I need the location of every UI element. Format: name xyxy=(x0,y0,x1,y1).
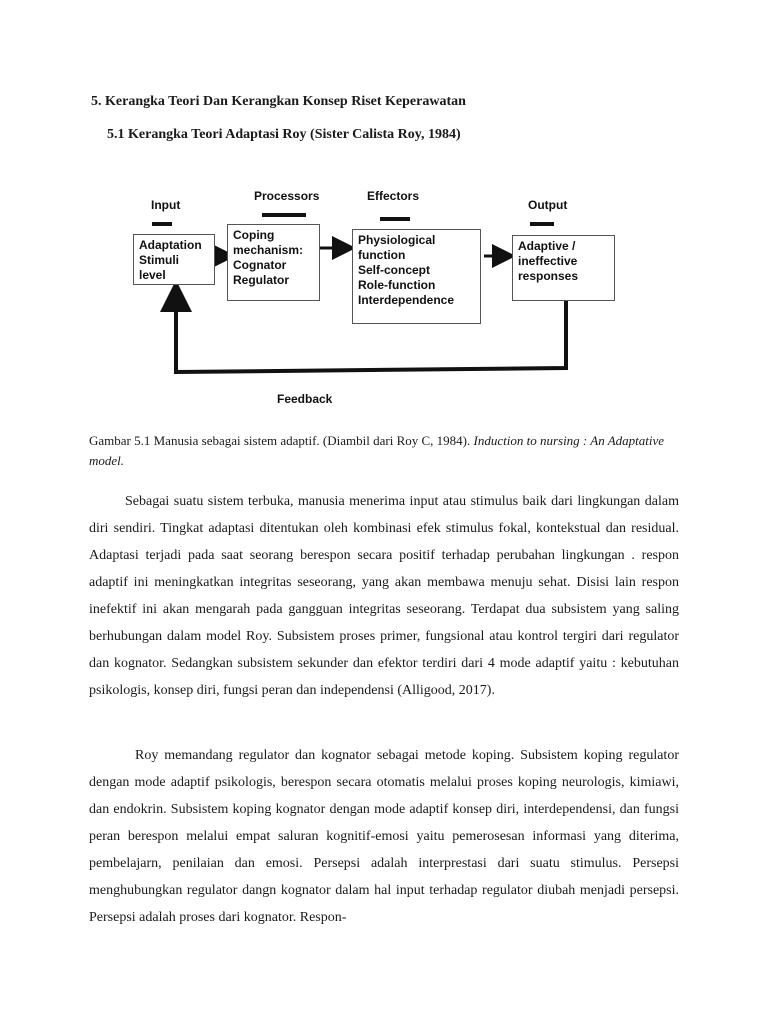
bar-output xyxy=(530,222,554,226)
label-processors: Processors xyxy=(254,189,320,203)
section-heading: 5. Kerangka Teori Dan Kerangkan Konsep Riset Keperawatan xyxy=(91,94,466,109)
label-input: Input xyxy=(151,198,181,212)
box-processors xyxy=(227,224,320,301)
box-input-line: Adaptation xyxy=(139,238,202,252)
bar-input xyxy=(152,222,172,226)
box-output-line: Adaptive / xyxy=(518,239,576,253)
label-effectors: Effectors xyxy=(367,189,420,203)
box-effectors-line: Physiological xyxy=(358,233,436,247)
box-processors-line: mechanism: xyxy=(233,243,304,257)
paragraph-2: Roy memandang regulator dan kognator sebagai metode koping. Subsistem koping regulator dengan mode adaptif psikologis, berespon secara otomatis melalui proses koping neurologis, kimiawi, dan endokrin. Subsistem koping kognator dengan mode adaptif konsep diri, interdependensi, dan fungsi peran berespon melalui empat saluran kognitif-emosi yaitu pemerosesan informasi yang diterima, pembelajarn, penilaian dan emosi. Persepsi adalah interprestasi dari suatu stimulus. Persepsi menghubungkan regulator dangn kognator dalam hal input terhadap regulator diubah menjadi persepsi. Persepsi adalah proses dari kognator. Respon- xyxy=(89,748,679,925)
box-input-line: Stimuli xyxy=(139,253,180,267)
paragraph-1: Sebagai suatu sistem terbuka, manusia menerima input atau stimulus baik dari lingkungan dalam diri sendiri. Tingkat adaptasi ditentukan oleh kombinasi efek stimulus fokal, kontekstual dan residual. Adaptasi terjadi pada saat seorang berespon secara positif terhadap perubahan lingkungan . respon adaptif ini meningkatkan integritas seseorang, yang akan membawa menuju sehat. Disisi lain respon inefektif ini akan mengarah pada gangguan integritas seseorang. Terdapat dua subsistem yang saling berhubungan dalam model Roy. Subsistem proses primer, fungsional atau kontrol tergiri dari regulator dan kognator. Sedangkan subsistem sekunder dan efektor terdiri dari 4 mode adaptif yaitu : kebutuhan psikologis, konsep diri, fungsi peran dan independensi (Alligood, 2017). xyxy=(89,494,679,698)
box-processors-line: Cognator xyxy=(233,258,287,272)
roy-adaptation-diagram xyxy=(0,0,768,420)
bar-processors xyxy=(262,213,306,217)
box-input-line: level xyxy=(139,268,166,282)
box-processors-line: Coping xyxy=(233,228,275,242)
box-effectors-line: Self-concept xyxy=(358,263,431,277)
box-output xyxy=(512,235,615,301)
box-effectors-line: Interdependence xyxy=(358,293,455,307)
box-effectors-line: Role-function xyxy=(358,278,436,292)
box-effectors-line: function xyxy=(358,248,406,262)
caption-source: Induction to nursing : An Adaptative model. xyxy=(89,433,665,468)
box-effectors xyxy=(352,229,481,324)
label-feedback: Feedback xyxy=(277,392,333,406)
label-output: Output xyxy=(528,198,568,212)
diagram-connectors xyxy=(0,0,768,420)
box-output-line: ineffective xyxy=(518,254,578,268)
subsection-heading: 5.1 Kerangka Teori Adaptasi Roy (Sister Calista Roy, 1984) xyxy=(107,127,461,142)
caption-main: Gambar 5.1 Manusia sebagai sistem adaptif. (Diambil dari Roy C, 1984). xyxy=(89,433,471,448)
bar-effectors xyxy=(380,217,410,221)
box-processors-line: Regulator xyxy=(233,273,290,287)
figure-caption xyxy=(89,431,689,471)
box-input xyxy=(133,234,215,285)
box-output-line: responses xyxy=(518,269,579,283)
